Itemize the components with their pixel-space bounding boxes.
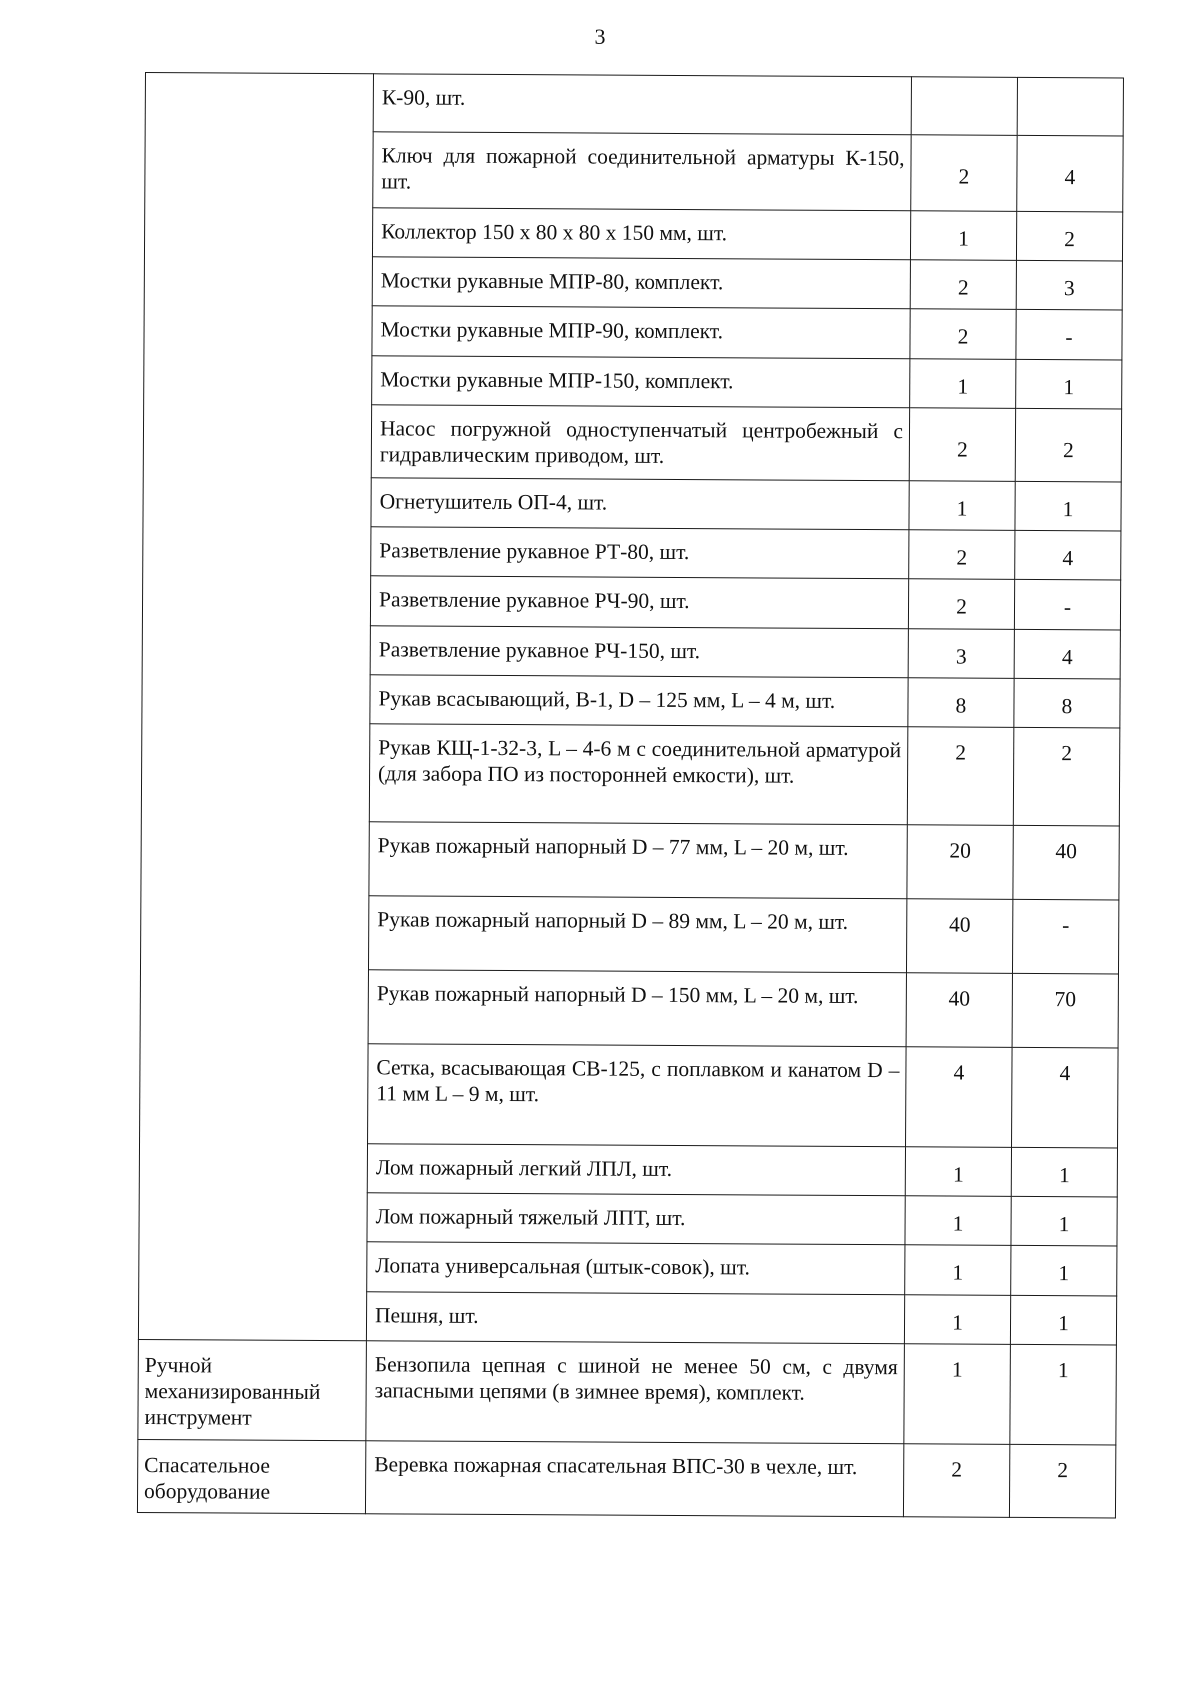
quantity-cell-1: 2 xyxy=(909,408,1015,482)
item-cell: Разветвление рукавное РЧ-90, шт. xyxy=(370,576,908,628)
quantity-cell-2: 40 xyxy=(1013,825,1119,900)
item-cell: Рукав всасывающий, В-1, D – 125 мм, L – 4 м, шт. xyxy=(370,675,908,727)
quantity-cell-2: 1 xyxy=(1010,1295,1116,1345)
quantity-cell-1: 2 xyxy=(908,579,1014,629)
item-cell: Мостки рукавные МПР-150, комплект. xyxy=(372,355,910,407)
quantity-cell-2: 2 xyxy=(1016,211,1122,261)
table-row xyxy=(145,73,1123,136)
item-cell: Разветвление рукавное РТ-80, шт. xyxy=(371,527,909,579)
item-cell: Насос погружной одноступенчатый центробежный с гидравлическим приводом, шт. xyxy=(371,405,909,481)
item-cell: Лом пожарный тяжелый ЛПТ, шт. xyxy=(367,1193,905,1245)
quantity-cell-1: 4 xyxy=(906,1047,1013,1148)
quantity-cell-2: - xyxy=(1016,310,1122,360)
table-row xyxy=(137,1439,1115,1518)
item-cell: Лом пожарный легкий ЛПЛ, шт. xyxy=(367,1144,905,1196)
quantity-cell-2: 1 xyxy=(1010,1344,1117,1444)
quantity-cell-2: - xyxy=(1012,899,1118,974)
quantity-cell-2: 4 xyxy=(1017,135,1123,212)
item-cell: Рукав пожарный напорный D – 89 мм, L – 20 м, шт. xyxy=(368,896,906,973)
quantity-cell-1: 1 xyxy=(904,1294,1010,1344)
quantity-cell-2: 4 xyxy=(1014,629,1120,679)
quantity-cell-2: 4 xyxy=(1012,1047,1119,1148)
quantity-cell-1: 2 xyxy=(903,1443,1009,1517)
item-cell: Рукав пожарный напорный D – 77 мм, L – 20 м, шт. xyxy=(369,822,907,899)
category-cell: Ручной механизированный инструмент xyxy=(138,1339,367,1440)
quantity-cell-2: 1 xyxy=(1016,359,1122,409)
quantity-cell-2: - xyxy=(1014,580,1120,630)
quantity-cell-2: 4 xyxy=(1015,530,1121,580)
category-cell xyxy=(138,73,373,1341)
quantity-cell-2 xyxy=(1017,77,1123,136)
quantity-cell-1: 8 xyxy=(908,678,1014,728)
quantity-cell-1: 1 xyxy=(910,211,1016,261)
quantity-cell-2: 2 xyxy=(1009,1444,1115,1518)
quantity-cell-2: 2 xyxy=(1013,727,1120,826)
item-cell: К-90, шт. xyxy=(373,74,911,135)
quantity-cell-1: 2 xyxy=(910,260,1016,310)
quantity-cell-1: 2 xyxy=(909,530,1015,580)
quantity-cell-1: 1 xyxy=(904,1344,1011,1444)
quantity-cell-1: 1 xyxy=(910,358,1016,408)
quantity-cell-2: 8 xyxy=(1014,678,1120,728)
quantity-cell-1: 1 xyxy=(905,1147,1011,1197)
quantity-cell-2: 1 xyxy=(1011,1197,1117,1247)
item-cell: Мостки рукавные МПР-90, комплект. xyxy=(372,306,910,358)
item-cell: Лопата универсальная (штык-совок), шт. xyxy=(367,1242,905,1294)
quantity-cell-1: 40 xyxy=(906,973,1012,1048)
quantity-cell-2: 1 xyxy=(1011,1147,1117,1197)
quantity-cell-2: 1 xyxy=(1011,1246,1117,1296)
quantity-cell-2: 1 xyxy=(1015,481,1121,531)
item-cell: Рукав пожарный напорный D – 150 мм, L – 20 м, шт. xyxy=(368,970,906,1047)
equipment-table xyxy=(137,72,1124,1518)
quantity-cell-2: 3 xyxy=(1016,261,1122,311)
item-cell: Сетка, всасывающая СВ-125, с поплавком и канатом D – 11 мм L – 9 м, шт. xyxy=(368,1044,907,1147)
item-cell: Мостки рукавные МПР-80, комплект. xyxy=(372,257,910,309)
quantity-cell-2: 2 xyxy=(1015,408,1121,482)
quantity-cell-1 xyxy=(911,77,1017,136)
page-number: 3 xyxy=(594,24,606,49)
quantity-cell-1: 2 xyxy=(907,727,1014,826)
quantity-cell-1: 40 xyxy=(906,899,1012,974)
item-cell: Рукав КЩ-1-32-3, L – 4-6 м с соединительной арматурой (для забора ПО из посторонней емкости), шт. xyxy=(369,724,908,825)
table-row xyxy=(138,1339,1117,1444)
item-cell: Бензопила цепная с шиной не менее 50 см, с двумя запасными цепями (в зимнее время), комплект. xyxy=(366,1341,905,1444)
item-cell: Ключ для пожарной соединительной арматуры К-150, шт. xyxy=(373,132,911,211)
category-cell: Спасательное оборудование xyxy=(137,1439,365,1514)
quantity-cell-1: 20 xyxy=(907,825,1013,900)
item-cell: Пешня, шт. xyxy=(366,1291,904,1343)
quantity-cell-1: 1 xyxy=(905,1245,1011,1295)
item-cell: Веревка пожарная спасательная ВПС-30 в чехле, шт. xyxy=(365,1440,903,1516)
item-cell: Коллектор 150 х 80 х 80 х 150 мм, шт. xyxy=(372,208,910,260)
item-cell: Разветвление рукавное РЧ-150, шт. xyxy=(370,625,908,677)
quantity-cell-1: 2 xyxy=(910,309,1016,359)
quantity-cell-1: 2 xyxy=(911,135,1017,212)
quantity-cell-1: 1 xyxy=(905,1196,1011,1246)
item-cell: Огнетушитель ОП-4, шт. xyxy=(371,478,909,530)
quantity-cell-1: 1 xyxy=(909,481,1015,531)
quantity-cell-1: 3 xyxy=(908,628,1014,678)
equipment-table-wrapper xyxy=(137,72,1123,1518)
quantity-cell-2: 70 xyxy=(1012,973,1118,1048)
